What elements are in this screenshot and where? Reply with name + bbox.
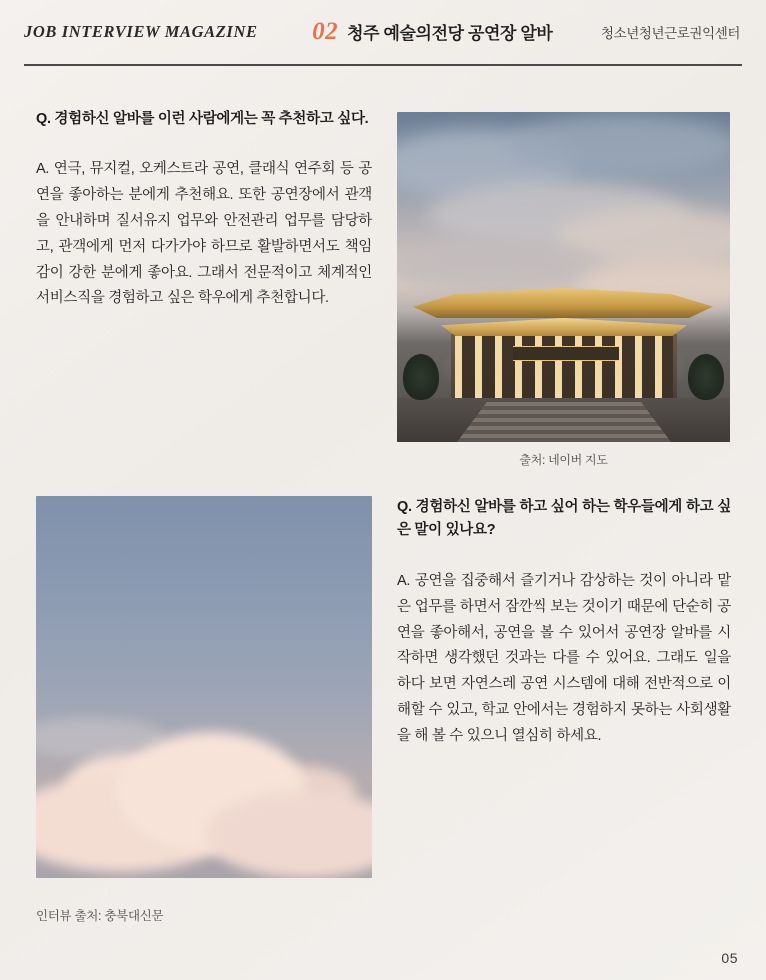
top-figure bbox=[397, 112, 730, 468]
building-signboard bbox=[513, 346, 619, 361]
top-answer: A. 연극, 뮤지컬, 오케스트라 공연, 클래식 연주회 등 공연을 좋아하는 분에게 추천해요. 또한 공연장에서 관객을 안내하며 질서유지 업무와 안전관리 업무를 담당하고, 관객에게 먼저 다가가야 하므로 활발하면서도 책임감이 강한 분에게 좋아요. 그래서 전문적이고 체계적인 서비스직을 경험하고 싶은 학우에게 추천합니다. bbox=[36, 161, 372, 307]
sky-photo bbox=[36, 496, 372, 878]
bottom-answer: A. 공연을 집중해서 즐기거나 감상하는 것이 아니라 맡은 업무를 하면서 잠깐씩 보는 것이기 때문에 단순히 공연을 좋아해서, 공연을 볼 수 있어서 공연장 알바를 시작하면 생각했던 것과는 다를 수 있어요. 그래도 일을 하다 보면 자연스레 공연 시스템에 대해 전반적으로 이해할 수 있고, 학교 안에서는 경험하지 못하는 사회생활을 해 볼 수 있으니 열심히 하세요. bbox=[397, 572, 731, 744]
section-top bbox=[0, 80, 766, 467]
top-question: Q. 경험하신 알바를 이런 사람에게는 꼭 추천하고 싶다. bbox=[36, 111, 369, 127]
cloud-shape bbox=[507, 116, 730, 176]
bottom-question: Q. 경험하신 알바를 하고 싶어 하는 학우들에게 하고 싶은 말이 있나요? bbox=[397, 499, 731, 539]
masthead-logo: JOB INTERVIEW MAGAZINE bbox=[24, 22, 258, 41]
tree-shape bbox=[688, 354, 724, 400]
page-title: 청주 예술의전당 공연장 알바 bbox=[347, 24, 553, 43]
header-divider bbox=[24, 64, 742, 66]
tree-shape bbox=[403, 354, 439, 400]
top-text-column bbox=[36, 108, 372, 312]
page-number: 05 bbox=[721, 950, 738, 966]
top-photo-caption: 출처: 네이버 지도 bbox=[519, 453, 608, 467]
bottom-text-column bbox=[397, 496, 731, 750]
cloud-shape bbox=[397, 242, 607, 294]
source-note: 인터뷰 출처: 충북대신문 bbox=[36, 909, 164, 923]
header-title-group bbox=[264, 18, 601, 46]
building-steps bbox=[457, 402, 671, 442]
page-content bbox=[0, 80, 766, 894]
concert-hall-photo bbox=[397, 112, 730, 442]
section-bottom bbox=[0, 474, 766, 894]
bottom-figure bbox=[36, 496, 372, 878]
building-roof-lower bbox=[441, 318, 687, 336]
issue-number: 02 bbox=[312, 18, 339, 45]
organization-label: 청소년청년근로권익센터 bbox=[600, 26, 740, 41]
page-header bbox=[0, 0, 766, 64]
